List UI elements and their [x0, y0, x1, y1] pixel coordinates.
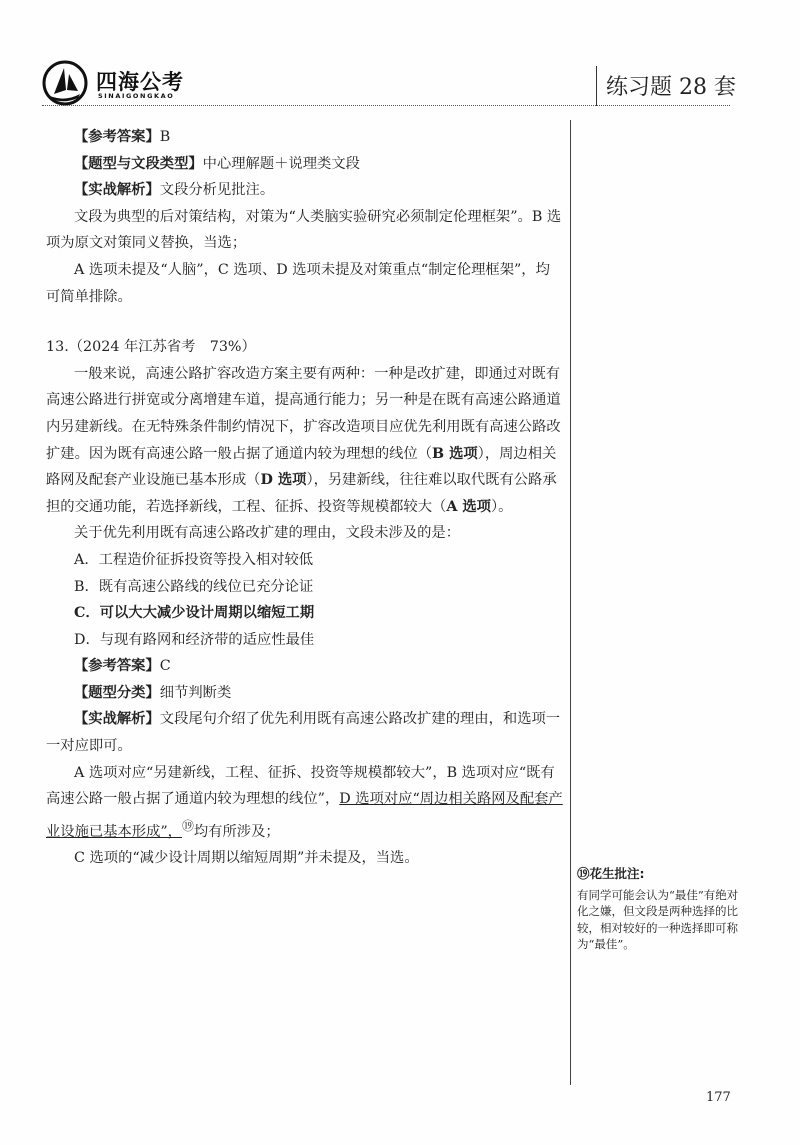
q13-answer: 【参考答案】C [74, 658, 171, 675]
q13-type: 【题型分类】细节判断类 [74, 684, 232, 701]
sail-logo-icon [42, 60, 88, 106]
option-a: A．工程造价征拆投资等投入相对较低 [74, 551, 314, 568]
brand-name: 四海公考 [96, 70, 184, 94]
option-c: C．可以大大减少设计周期以缩短工期 [74, 605, 315, 622]
q12-analysis: 【实战解析】文段分析见批注。 [74, 182, 275, 199]
margin-note-title: ⑲花生批注: [577, 866, 645, 881]
underlined-d-option: D 选项对应 [339, 791, 413, 808]
q13-heading: 13.（2024 年江苏省考 73%） [46, 339, 256, 356]
q12-answer: 【参考答案】B [74, 129, 171, 145]
page-number: 177 [706, 1090, 731, 1105]
option-b: B．既有高速公路线的线位已充分论证 [74, 578, 314, 595]
q13-analysis: 【实战解析】文段尾句介绍了优先利用既有高速公路改扩建的理由，和选项一一对应即可。 [46, 711, 561, 755]
q13-conclusion: C 选项的“减少设计周期以缩短周期”并未提及，当选。 [74, 850, 419, 867]
q13-passage: 一般来说，高速公路扩容改造方案主要有两种：一种是改扩建，即通过对既有高速公路进行拼宽或分离增建车道，提高通行能力；另一种是在既有高速公路通道内另建新线。在无特殊条件制约情况下，扩容改造项目应优先利用既有高速公路改扩建。因为既有高速公路一般占据了通道内较为理想的线位（B 选项），周边相关路网及配套产业设施已基本形成（D 选项），另建新线，往往难以取代既有公路承担的交通功能，若选择新线，工程、征拆、投资等规模都较大（A 选项）。 [46, 365, 561, 515]
margin-note [577, 866, 745, 953]
q13-question: 关于优先利用既有高速公路改扩建的理由，文段未涉及的是： [74, 525, 461, 542]
margin-rule [570, 120, 571, 1085]
header-rule [42, 105, 730, 106]
q13-explanation: A 选项对应“另建新线，工程、征拆、投资等规模都较大”，B 选项对应“既有高速公路一般占据了通道内较为理想的线位”，D 选项对应“周边相关路网及配套产业设施已基本形成”，⑲均有所涉及； [46, 764, 563, 840]
q12-type: 【题型与文段类型】中心理解题＋说理类文段 [74, 155, 360, 172]
brand-subtitle: SINAIGONGKAO [98, 92, 175, 100]
header-divider [596, 66, 597, 106]
main-content [46, 124, 564, 872]
option-d: D．与现有路网和经济带的适应性最佳 [74, 631, 315, 648]
margin-note-text: 有同学可能会认为“最佳”有绝对化之嫌，但文段是两种选择的比较，相对较好的一种选择即可称为“最佳”。 [577, 887, 739, 951]
q12-explanation: 文段为典型的后对策结构，对策为“人类脑实验研究必须制定伦理框架”。B 选项为原文对策同义替换，当选； [46, 208, 562, 252]
set-title: 练习题 28 套 [606, 75, 736, 100]
underlined-quote: “周边相关路网及配套产业设施已基本形成”， [46, 791, 563, 840]
note-marker: ⑲ [181, 818, 194, 833]
brand-logo [42, 60, 232, 110]
q12-explanation: A 选项未提及“人脑”，C 选项、D 选项未提及对策重点“制定伦理框架”，均可简单排除。 [46, 261, 550, 305]
